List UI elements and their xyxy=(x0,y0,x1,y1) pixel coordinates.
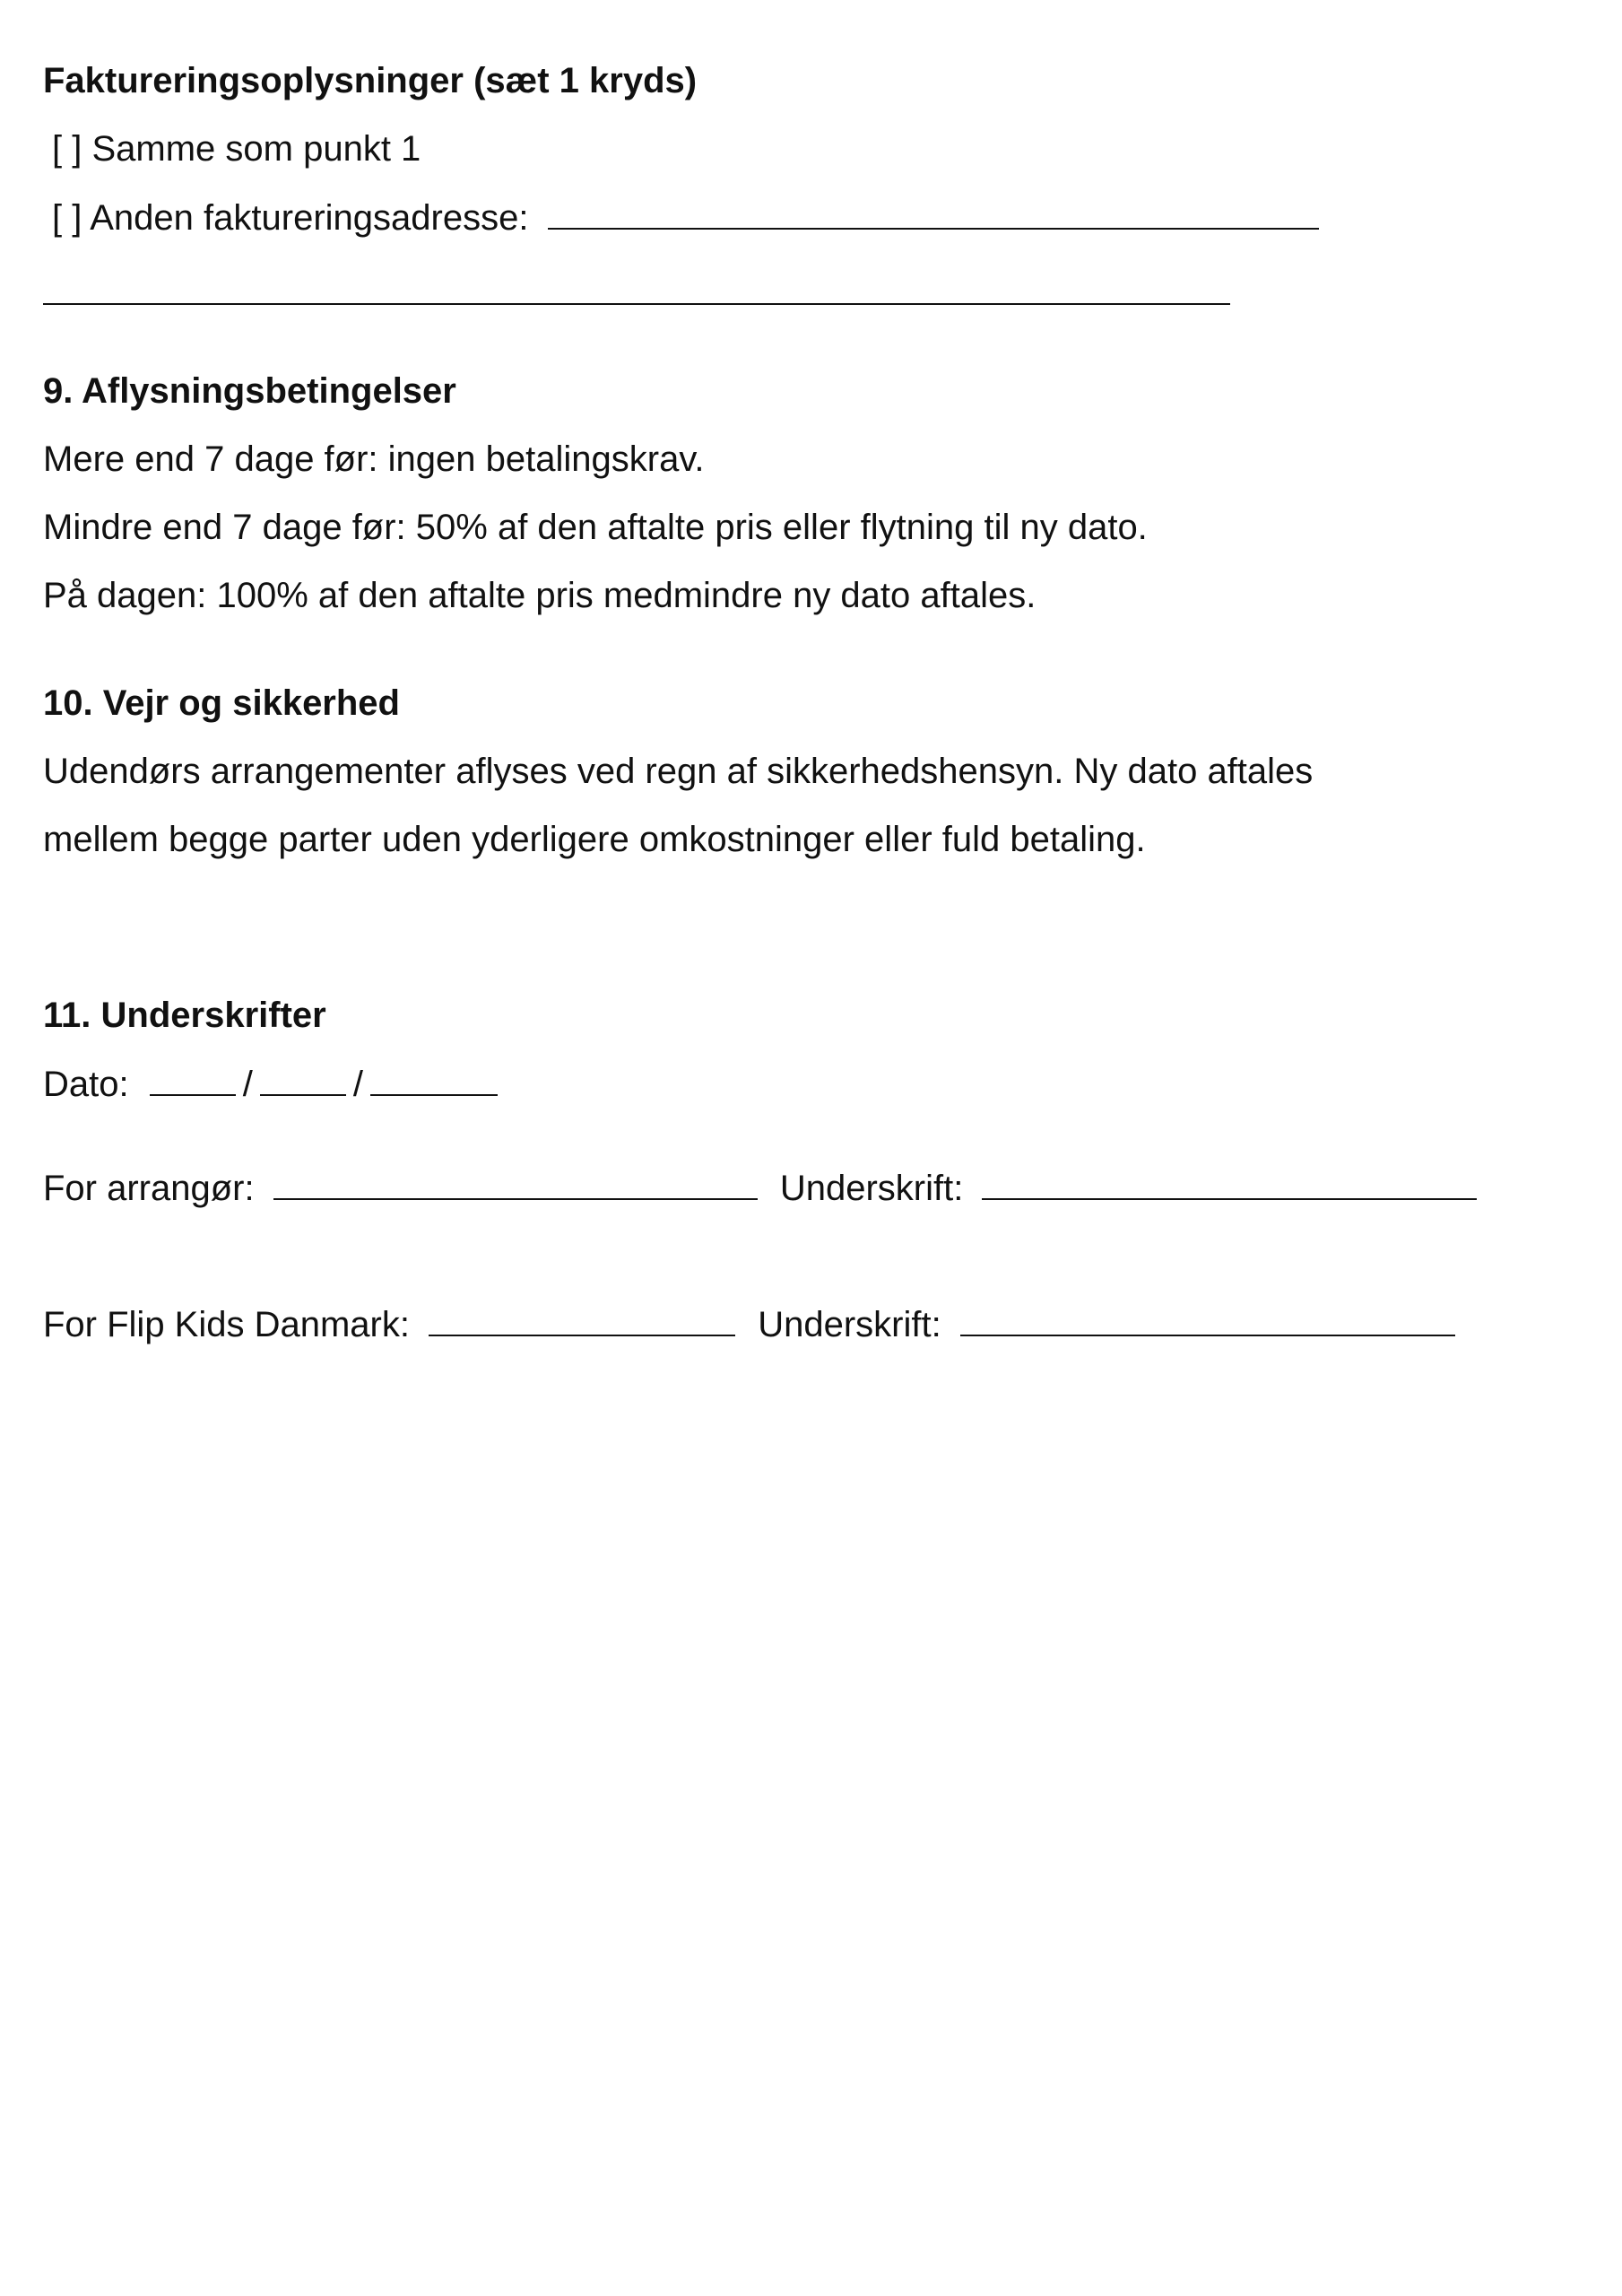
date-separator: / xyxy=(242,1065,253,1104)
weather-line: mellem begge parter uden yderligere omkostninger eller fuld betaling. xyxy=(43,820,1146,859)
company-signature-field[interactable] xyxy=(960,1302,1455,1336)
billing-heading: Faktureringsoplysninger (sæt 1 kryds) xyxy=(43,61,698,100)
billing-address-row-2[interactable] xyxy=(43,271,1230,315)
date-row xyxy=(43,1062,498,1106)
organizer-name-field[interactable] xyxy=(273,1166,758,1200)
billing-option-same[interactable] xyxy=(52,127,421,170)
date-day-field[interactable] xyxy=(150,1062,236,1096)
company-label: For Flip Kids Danmark: xyxy=(43,1305,410,1344)
billing-option-same-label: Samme som punkt 1 xyxy=(91,129,421,169)
cancellation-line: Mindre end 7 dage før: 50% af den aftalte pris eller flytning til ny dato. xyxy=(43,508,1148,547)
organizer-signature-label: Underskrift: xyxy=(779,1169,964,1208)
billing-address-line-2[interactable] xyxy=(43,271,1230,305)
billing-address-line-1[interactable] xyxy=(548,196,1319,230)
billing-option-other[interactable] xyxy=(52,196,1319,239)
weather-line: Udendørs arrangementer aflyses ved regn af sikkerhedshensyn. Ny dato aftales xyxy=(43,752,1314,791)
company-signature-label: Underskrift: xyxy=(758,1305,941,1344)
company-row xyxy=(43,1302,1455,1346)
signatures-heading: 11. Underskrifter xyxy=(43,996,326,1035)
date-label: Dato: xyxy=(43,1065,129,1104)
organizer-label: For arrangør: xyxy=(43,1169,255,1208)
organizer-signature-field[interactable] xyxy=(982,1166,1477,1200)
cancellation-line: På dagen: 100% af den aftalte pris medmindre ny dato aftales. xyxy=(43,576,1037,615)
checkbox-other[interactable]: [ ] xyxy=(52,198,82,238)
date-separator: / xyxy=(352,1065,363,1104)
date-year-field[interactable] xyxy=(370,1062,498,1096)
company-name-field[interactable] xyxy=(429,1302,735,1336)
billing-option-other-label: Anden faktureringsadresse: xyxy=(90,198,529,238)
cancellation-heading: 9. Aflysningsbetingelser xyxy=(43,371,456,411)
organizer-row xyxy=(43,1166,1477,1210)
weather-heading: 10. Vejr og sikkerhed xyxy=(43,683,400,723)
date-month-field[interactable] xyxy=(260,1062,346,1096)
cancellation-line: Mere end 7 dage før: ingen betalingskrav. xyxy=(43,439,705,479)
checkbox-same[interactable]: [ ] xyxy=(52,129,82,169)
